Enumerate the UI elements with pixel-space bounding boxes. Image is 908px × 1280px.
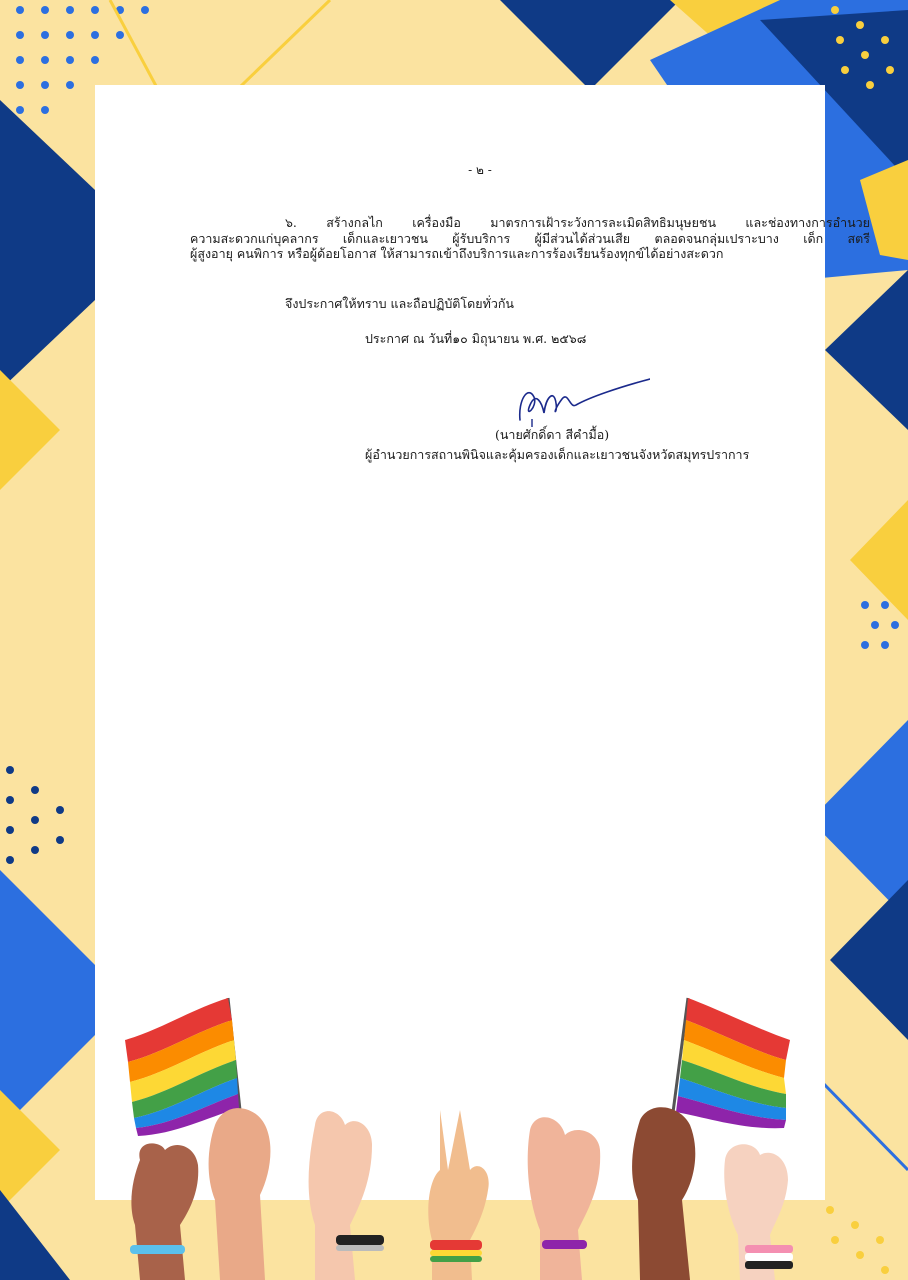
announcement-date: ประกาศ ณ วันที่๑๐ มิถุนายน พ.ศ. ๒๕๖๘ (365, 331, 587, 346)
rainbow-flag-right-icon (672, 998, 790, 1128)
signer-name: (นายศักดิ์ดา สีคำมื้อ) (495, 427, 610, 442)
paragraph-line: ความสะดวกแก่บุคลากร เด็กและเยาวชน ผู้รับบริการ ผู้มีส่วนได้ส่วนเสีย ตลอดจนกลุ่มเปราะบาง เด็ก สตรี (190, 230, 870, 246)
signature-block (365, 427, 765, 462)
paragraph-line: ผู้สูงอายุ คนพิการ หรือผู้ด้อยโอกาส ให้สามารถเข้าถึงบริการและการร้องเรียนร้องทุกข์ได้อย่างสะดวก (190, 246, 724, 262)
handwritten-signature (510, 375, 650, 431)
clause-paragraph (190, 215, 870, 262)
signer-title: ผู้อำนวยการสถานพินิจและคุ้มครองเด็กและเยาวชนจังหวัดสมุทรปราการ (365, 446, 750, 462)
notice-text: จึงประกาศให้ทราบ และถือปฏิบัติโดยทั่วกัน (285, 296, 514, 311)
page-number: - ๒ - (468, 163, 492, 177)
paragraph-line: ๖. สร้างกลไก เครื่องมือ มาตรการเฝ้าระวังการละเมิดสิทธิมนุษยชน และช่องทางการอำนวย (285, 215, 870, 230)
raised-hands-icon (130, 1107, 793, 1280)
pride-hands-illustration (0, 990, 908, 1280)
